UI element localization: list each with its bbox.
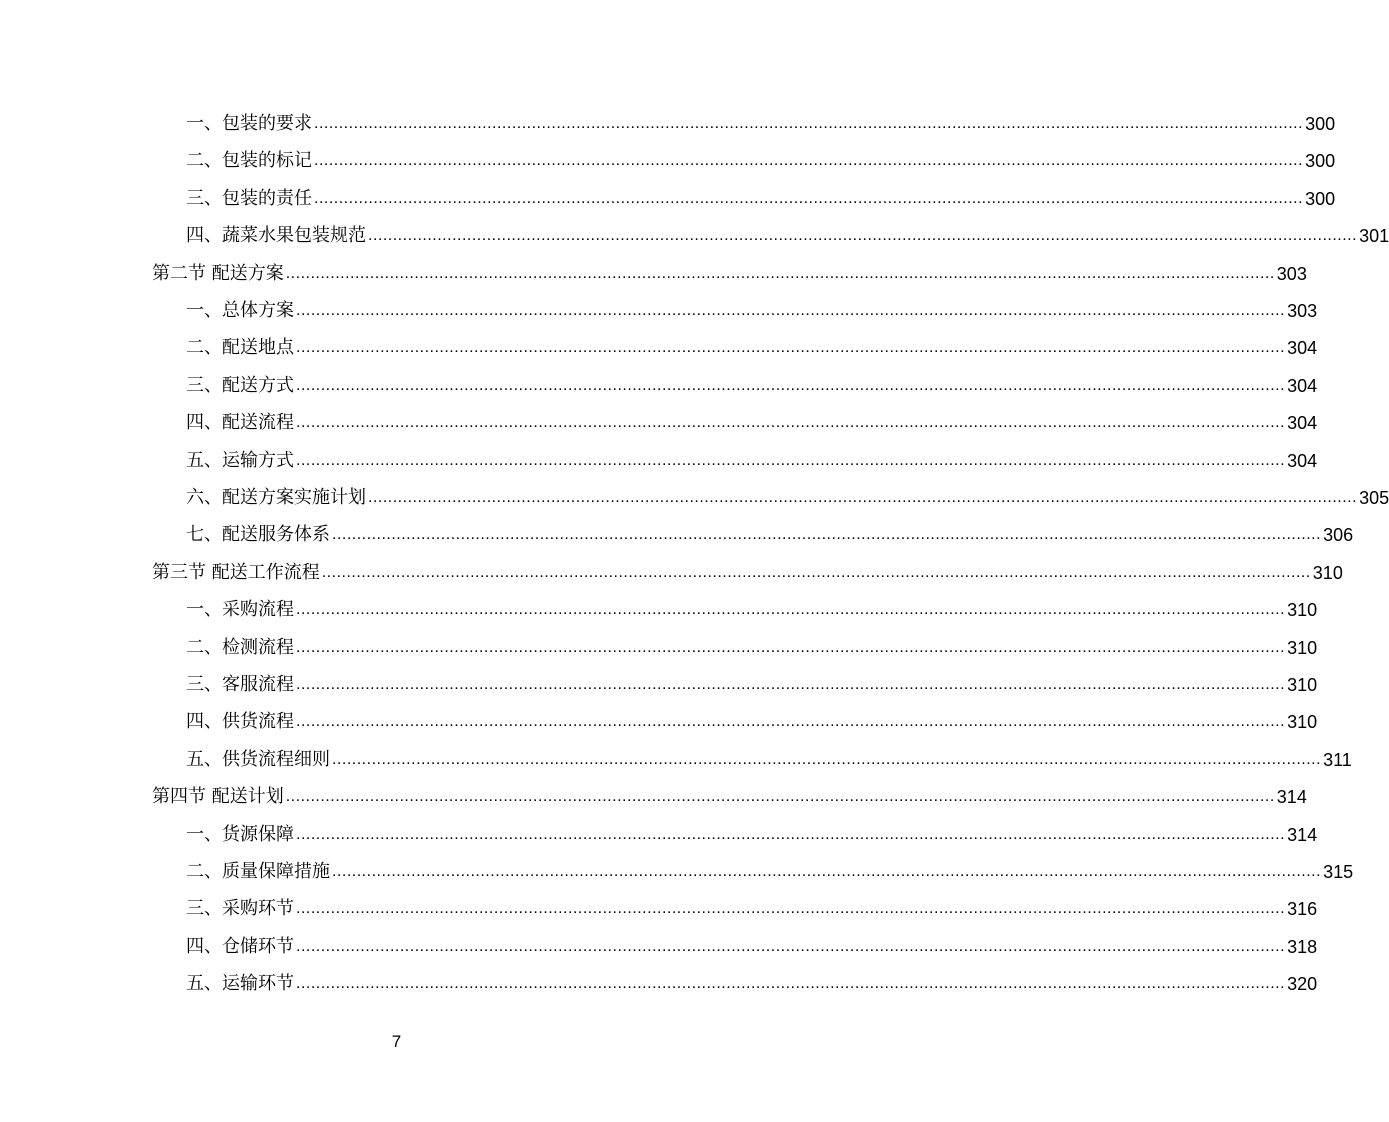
toc-entry[interactable] — [186, 175, 1336, 212]
toc-dot-leader: ........................................................................................................................................................................................................ — [314, 189, 1304, 207]
toc-entry-title: 一、货源保障 — [186, 823, 294, 845]
toc-entry[interactable] — [186, 661, 1318, 698]
toc-entry[interactable] — [186, 811, 1318, 848]
toc-entry-title: 第三节 配送工作流程 — [152, 561, 320, 583]
toc-entry-title: 五、供货流程细则 — [186, 748, 330, 770]
toc-entry-page: 310 — [1287, 712, 1318, 733]
toc-entry-title: 四、供货流程 — [186, 711, 294, 733]
toc-entry[interactable] — [186, 212, 1389, 249]
toc-dot-leader: ........................................................................................................................................................................................................ — [321, 563, 1311, 581]
toc-entry-title: 四、仓储环节 — [186, 935, 294, 957]
toc-entry-page: 310 — [1287, 675, 1318, 695]
toc-entry[interactable] — [186, 848, 1354, 885]
toc-entry[interactable] — [186, 362, 1318, 399]
toc-entry-page: 314 — [1276, 787, 1307, 808]
toc-entry-title: 七、配送服务体系 — [186, 524, 330, 546]
toc-entry-page: 301 — [1359, 226, 1389, 247]
toc-entry-page: 304 — [1287, 413, 1318, 434]
toc-entry-title: 三、配送方式 — [186, 374, 294, 396]
toc-dot-leader: ........................................................................................................................................................................................................ — [296, 713, 1286, 731]
toc-entry[interactable] — [186, 474, 1389, 511]
toc-entry[interactable] — [186, 885, 1318, 922]
toc-entry-title: 五、运输方式 — [186, 449, 294, 471]
toc-dot-leader: ........................................................................................................................................................................................................ — [296, 376, 1286, 394]
toc-entry-page: 303 — [1276, 263, 1307, 284]
toc-entry-title: 第四节 配送计划 — [152, 786, 284, 808]
toc-dot-leader: ........................................................................................................................................................................................................ — [296, 638, 1286, 656]
toc-dot-leader: ........................................................................................................................................................................................................ — [296, 900, 1286, 918]
toc-entry[interactable] — [186, 960, 1318, 997]
toc-entry-page: 310 — [1287, 637, 1318, 658]
toc-section-entry[interactable] — [152, 773, 1307, 810]
toc-entry-title: 四、蔬菜水果包装规范 — [186, 225, 366, 247]
toc-dot-leader: ........................................................................................................................................................................................................ — [285, 264, 1275, 282]
toc-dot-leader: ........................................................................................................................................................................................................ — [296, 302, 1286, 319]
toc-entry[interactable] — [186, 399, 1318, 436]
toc-dot-leader: ........................................................................................................................................................................................................ — [368, 489, 1358, 506]
toc-entry-page: 300 — [1305, 114, 1336, 134]
toc-entry[interactable] — [186, 437, 1318, 474]
toc-entry-page: 303 — [1287, 301, 1318, 321]
toc-entry-title: 二、质量保障措施 — [186, 861, 330, 882]
toc-entry-title: 三、包装的责任 — [186, 187, 312, 209]
toc-entry[interactable] — [186, 698, 1318, 735]
toc-entry-page: 320 — [1287, 974, 1318, 995]
toc-entry-page: 300 — [1305, 151, 1336, 172]
toc-entry-page: 304 — [1287, 338, 1318, 359]
toc-entry-title: 一、采购流程 — [186, 599, 294, 621]
toc-entry-page: 300 — [1305, 188, 1336, 209]
toc-entry[interactable] — [186, 923, 1318, 960]
toc-entry-page: 315 — [1323, 862, 1354, 882]
toc-entry-title: 二、检测流程 — [186, 636, 294, 658]
toc-dot-leader: ........................................................................................................................................................................................................ — [296, 601, 1286, 619]
toc-entry-title: 三、采购环节 — [186, 898, 294, 920]
toc-dot-leader: ........................................................................................................................................................................................................ — [296, 825, 1286, 843]
toc-dot-leader: ........................................................................................................................................................................................................ — [368, 227, 1358, 245]
page-number: 7 — [391, 1032, 402, 1051]
toc-dot-leader: ........................................................................................................................................................................................................ — [296, 339, 1286, 357]
toc-entry[interactable] — [186, 586, 1318, 623]
toc-entry-page: 314 — [1287, 824, 1318, 845]
toc-dot-leader: ........................................................................................................................................................................................................ — [332, 526, 1322, 544]
toc-entry[interactable] — [186, 324, 1318, 361]
toc-entry-page: 304 — [1287, 375, 1318, 396]
toc-dot-leader: ........................................................................................................................................................................................................ — [296, 414, 1286, 432]
toc-entry-page: 310 — [1287, 600, 1318, 621]
toc-entry-title: 二、配送地点 — [186, 337, 294, 359]
toc-section-entry[interactable] — [152, 549, 1343, 586]
toc-entry-title: 五、运输环节 — [186, 973, 294, 995]
toc-dot-leader: ........................................................................................................................................................................................................ — [296, 975, 1286, 993]
toc-entry-page: 318 — [1287, 936, 1318, 957]
toc-entry[interactable] — [186, 287, 1318, 324]
toc-dot-leader: ........................................................................................................................................................................................................ — [332, 750, 1322, 768]
toc-entry-page: 306 — [1323, 525, 1354, 546]
toc-dot-leader: ........................................................................................................................................................................................................ — [314, 152, 1304, 170]
toc-entry-page: 304 — [1287, 450, 1318, 471]
toc-dot-leader: ........................................................................................................................................................................................................ — [296, 451, 1286, 469]
toc-dot-leader: ........................................................................................................................................................................................................ — [332, 863, 1322, 880]
toc-entry-page: 305 — [1359, 488, 1389, 508]
toc-entry[interactable] — [186, 511, 1354, 548]
toc-entry-title: 三、客服流程 — [186, 674, 294, 695]
toc-entry[interactable] — [186, 736, 1352, 773]
toc-entry-title: 一、包装的要求 — [186, 113, 312, 134]
toc-entry-page: 310 — [1312, 562, 1343, 583]
toc-entry-title: 一、总体方案 — [186, 300, 294, 321]
toc-entry-title: 六、配送方案实施计划 — [186, 487, 366, 508]
toc-entry[interactable] — [186, 137, 1336, 174]
toc-dot-leader: ........................................................................................................................................................................................................ — [296, 676, 1286, 693]
toc-entry[interactable] — [186, 100, 1336, 137]
toc-dot-leader: ........................................................................................................................................................................................................ — [285, 788, 1275, 806]
toc-entry-title: 二、包装的标记 — [186, 150, 312, 172]
toc-entry-page: 311 — [1323, 749, 1352, 770]
toc-entry-title: 第二节 配送方案 — [152, 262, 284, 284]
toc-entry[interactable] — [186, 624, 1318, 661]
toc-entry-page: 316 — [1287, 899, 1318, 920]
toc-dot-leader: ........................................................................................................................................................................................................ — [296, 937, 1286, 955]
toc-dot-leader: ........................................................................................................................................................................................................ — [314, 115, 1304, 132]
toc-entry-title: 四、配送流程 — [186, 412, 294, 434]
toc-section-entry[interactable] — [152, 250, 1307, 287]
